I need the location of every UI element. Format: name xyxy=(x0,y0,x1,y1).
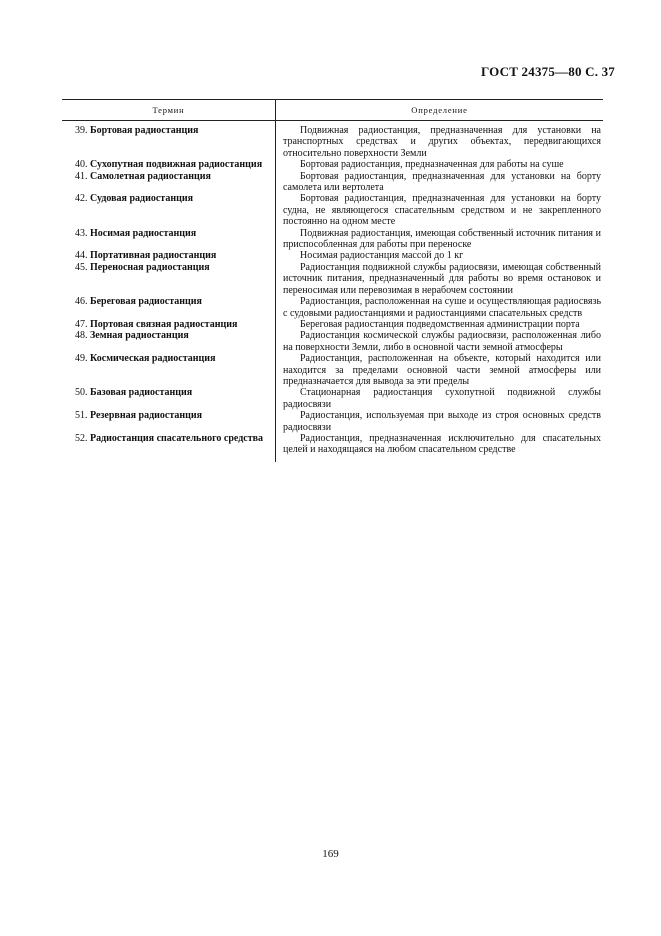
definition-cell xyxy=(276,262,604,296)
definition-cell xyxy=(276,433,604,462)
term-number: 42. xyxy=(75,193,88,205)
term-cell xyxy=(62,353,276,387)
table-row xyxy=(62,296,603,319)
definition-text: Подвижная радиостанция, имеющая собственный источник питания и приспособленная для работы при переноске xyxy=(283,227,601,251)
term-number: 45. xyxy=(75,261,88,273)
definition-cell xyxy=(276,296,604,319)
term-cell xyxy=(62,228,276,251)
definition-text: Подвижная радиостанция, предназначенная для установки на транспортных средствах и других объектах, передвигающихся относительно поверхности Земли xyxy=(283,125,601,159)
definition-cell xyxy=(276,228,604,251)
table-header-row xyxy=(62,100,603,121)
term-name: Базовая радиостанция xyxy=(90,387,193,399)
term-number: 46. xyxy=(75,296,88,308)
column-header-term: Термин xyxy=(62,100,276,121)
term-number: 48. xyxy=(75,330,88,342)
term-cell xyxy=(62,433,276,462)
term-number: 52. xyxy=(75,432,88,444)
term-name: Космическая радиостанция xyxy=(90,353,216,365)
definition-text: Береговая радиостанция подведомственная администрации порта xyxy=(300,318,580,330)
term-number: 44. xyxy=(75,250,88,262)
standard-code: ГОСТ 24375—80 С. 37 xyxy=(481,64,615,79)
definition-text: Радиостанция подвижной службы радиосвязи, имеющая собственный источник питания, предназначенный для работы во время остановок и переносимая или перевозимая в нерабочем состоянии xyxy=(283,261,601,296)
term-number: 47. xyxy=(75,318,88,330)
term-cell xyxy=(62,387,276,410)
definition-text: Бортовая радиостанция, предназначенная для работы на суше xyxy=(300,159,564,171)
definition-cell xyxy=(276,410,604,433)
table-row xyxy=(62,171,603,194)
term-name: Береговая радиостанция xyxy=(90,296,202,308)
definition-cell xyxy=(276,193,604,227)
definition-text: Бортовая радиостанция, предназначенная для установки на борту судна, не являющегося спасательным средством и не закрепленного постоянно на одном месте xyxy=(283,193,601,228)
term-name: Бортовая радиостанция xyxy=(90,125,199,136)
table-row xyxy=(62,159,603,170)
term-cell xyxy=(62,159,276,170)
table-row xyxy=(62,319,603,330)
definition-cell xyxy=(276,159,604,170)
term-number: 41. xyxy=(75,170,88,182)
table-row xyxy=(62,433,603,462)
table-row xyxy=(62,262,603,296)
definition-cell xyxy=(276,387,604,410)
definition-text: Радиостанция, предназначенная исключительно для спасательных целей и находящаяся на любом спасательном средстве xyxy=(283,432,601,456)
term-name: Портативная радиостанция xyxy=(90,250,217,262)
term-name: Судовая радиостанция xyxy=(90,193,194,205)
definition-text: Носимая радиостанция массой до 1 кг xyxy=(300,250,464,262)
definition-text: Радиостанция, используемая при выходе из строя основных средств радиосвязи xyxy=(283,410,601,433)
term-name: Резервная радиостанция xyxy=(90,410,203,422)
term-cell xyxy=(62,330,276,353)
definition-cell xyxy=(276,330,604,353)
table-row xyxy=(62,250,603,261)
term-name: Самолетная радиостанция xyxy=(90,170,211,182)
table-row xyxy=(62,410,603,433)
term-number: 51. xyxy=(75,410,88,422)
definition-cell xyxy=(276,121,604,160)
column-header-definition: Определение xyxy=(276,100,604,121)
term-number: 39. xyxy=(75,125,88,136)
term-name: Радиостанция спасательного средства xyxy=(90,432,264,444)
page-number: 169 xyxy=(322,848,339,860)
definition-text: Радиостанция, расположенная на объекте, который находится или находится за пределами основной части земной атмосферы или предназначается для вывода за эти пределы xyxy=(283,353,601,387)
definition-cell xyxy=(276,353,604,387)
term-number: 40. xyxy=(75,159,88,171)
term-cell xyxy=(62,193,276,227)
term-cell xyxy=(62,319,276,330)
definition-text: Радиостанция, расположенная на суше и осуществляющая радиосвязь с судовыми радиостанциями и радиостанциями спасательных средств xyxy=(283,296,601,319)
term-name: Носимая радиостанция xyxy=(90,227,197,239)
table-row xyxy=(62,330,603,353)
table-row xyxy=(62,121,603,160)
term-cell xyxy=(62,250,276,261)
term-name: Сухопутная подвижная радиостанция xyxy=(90,159,263,171)
term-number: 50. xyxy=(75,387,88,399)
table-row xyxy=(62,387,603,410)
terms-table xyxy=(62,99,603,462)
definition-cell xyxy=(276,319,604,330)
definition-cell xyxy=(276,171,604,194)
definition-cell xyxy=(276,250,604,261)
table-row xyxy=(62,353,603,387)
term-cell xyxy=(62,296,276,319)
term-cell xyxy=(62,262,276,296)
definition-text: Бортовая радиостанция, предназначенная для установки на борту самолета или вертолета xyxy=(283,170,601,194)
table-row xyxy=(62,193,603,227)
term-cell xyxy=(62,171,276,194)
definition-text: Стационарная радиостанция сухопутной подвижной службы радиосвязи xyxy=(283,387,601,410)
term-cell xyxy=(62,410,276,433)
table-body xyxy=(62,121,603,462)
definition-text: Радиостанция космической службы радиосвязи, расположенная либо на поверхности Земли, либо в основной части земной атмосферы xyxy=(283,330,601,353)
term-number: 43. xyxy=(75,227,88,239)
term-name: Переносная радиостанция xyxy=(90,261,210,273)
table-row xyxy=(62,228,603,251)
term-name: Портовая связная радиостанция xyxy=(90,318,238,330)
term-name: Земная радиостанция xyxy=(90,330,189,342)
term-number: 49. xyxy=(75,353,88,365)
terms-table-container xyxy=(62,99,603,462)
term-cell xyxy=(62,121,276,160)
